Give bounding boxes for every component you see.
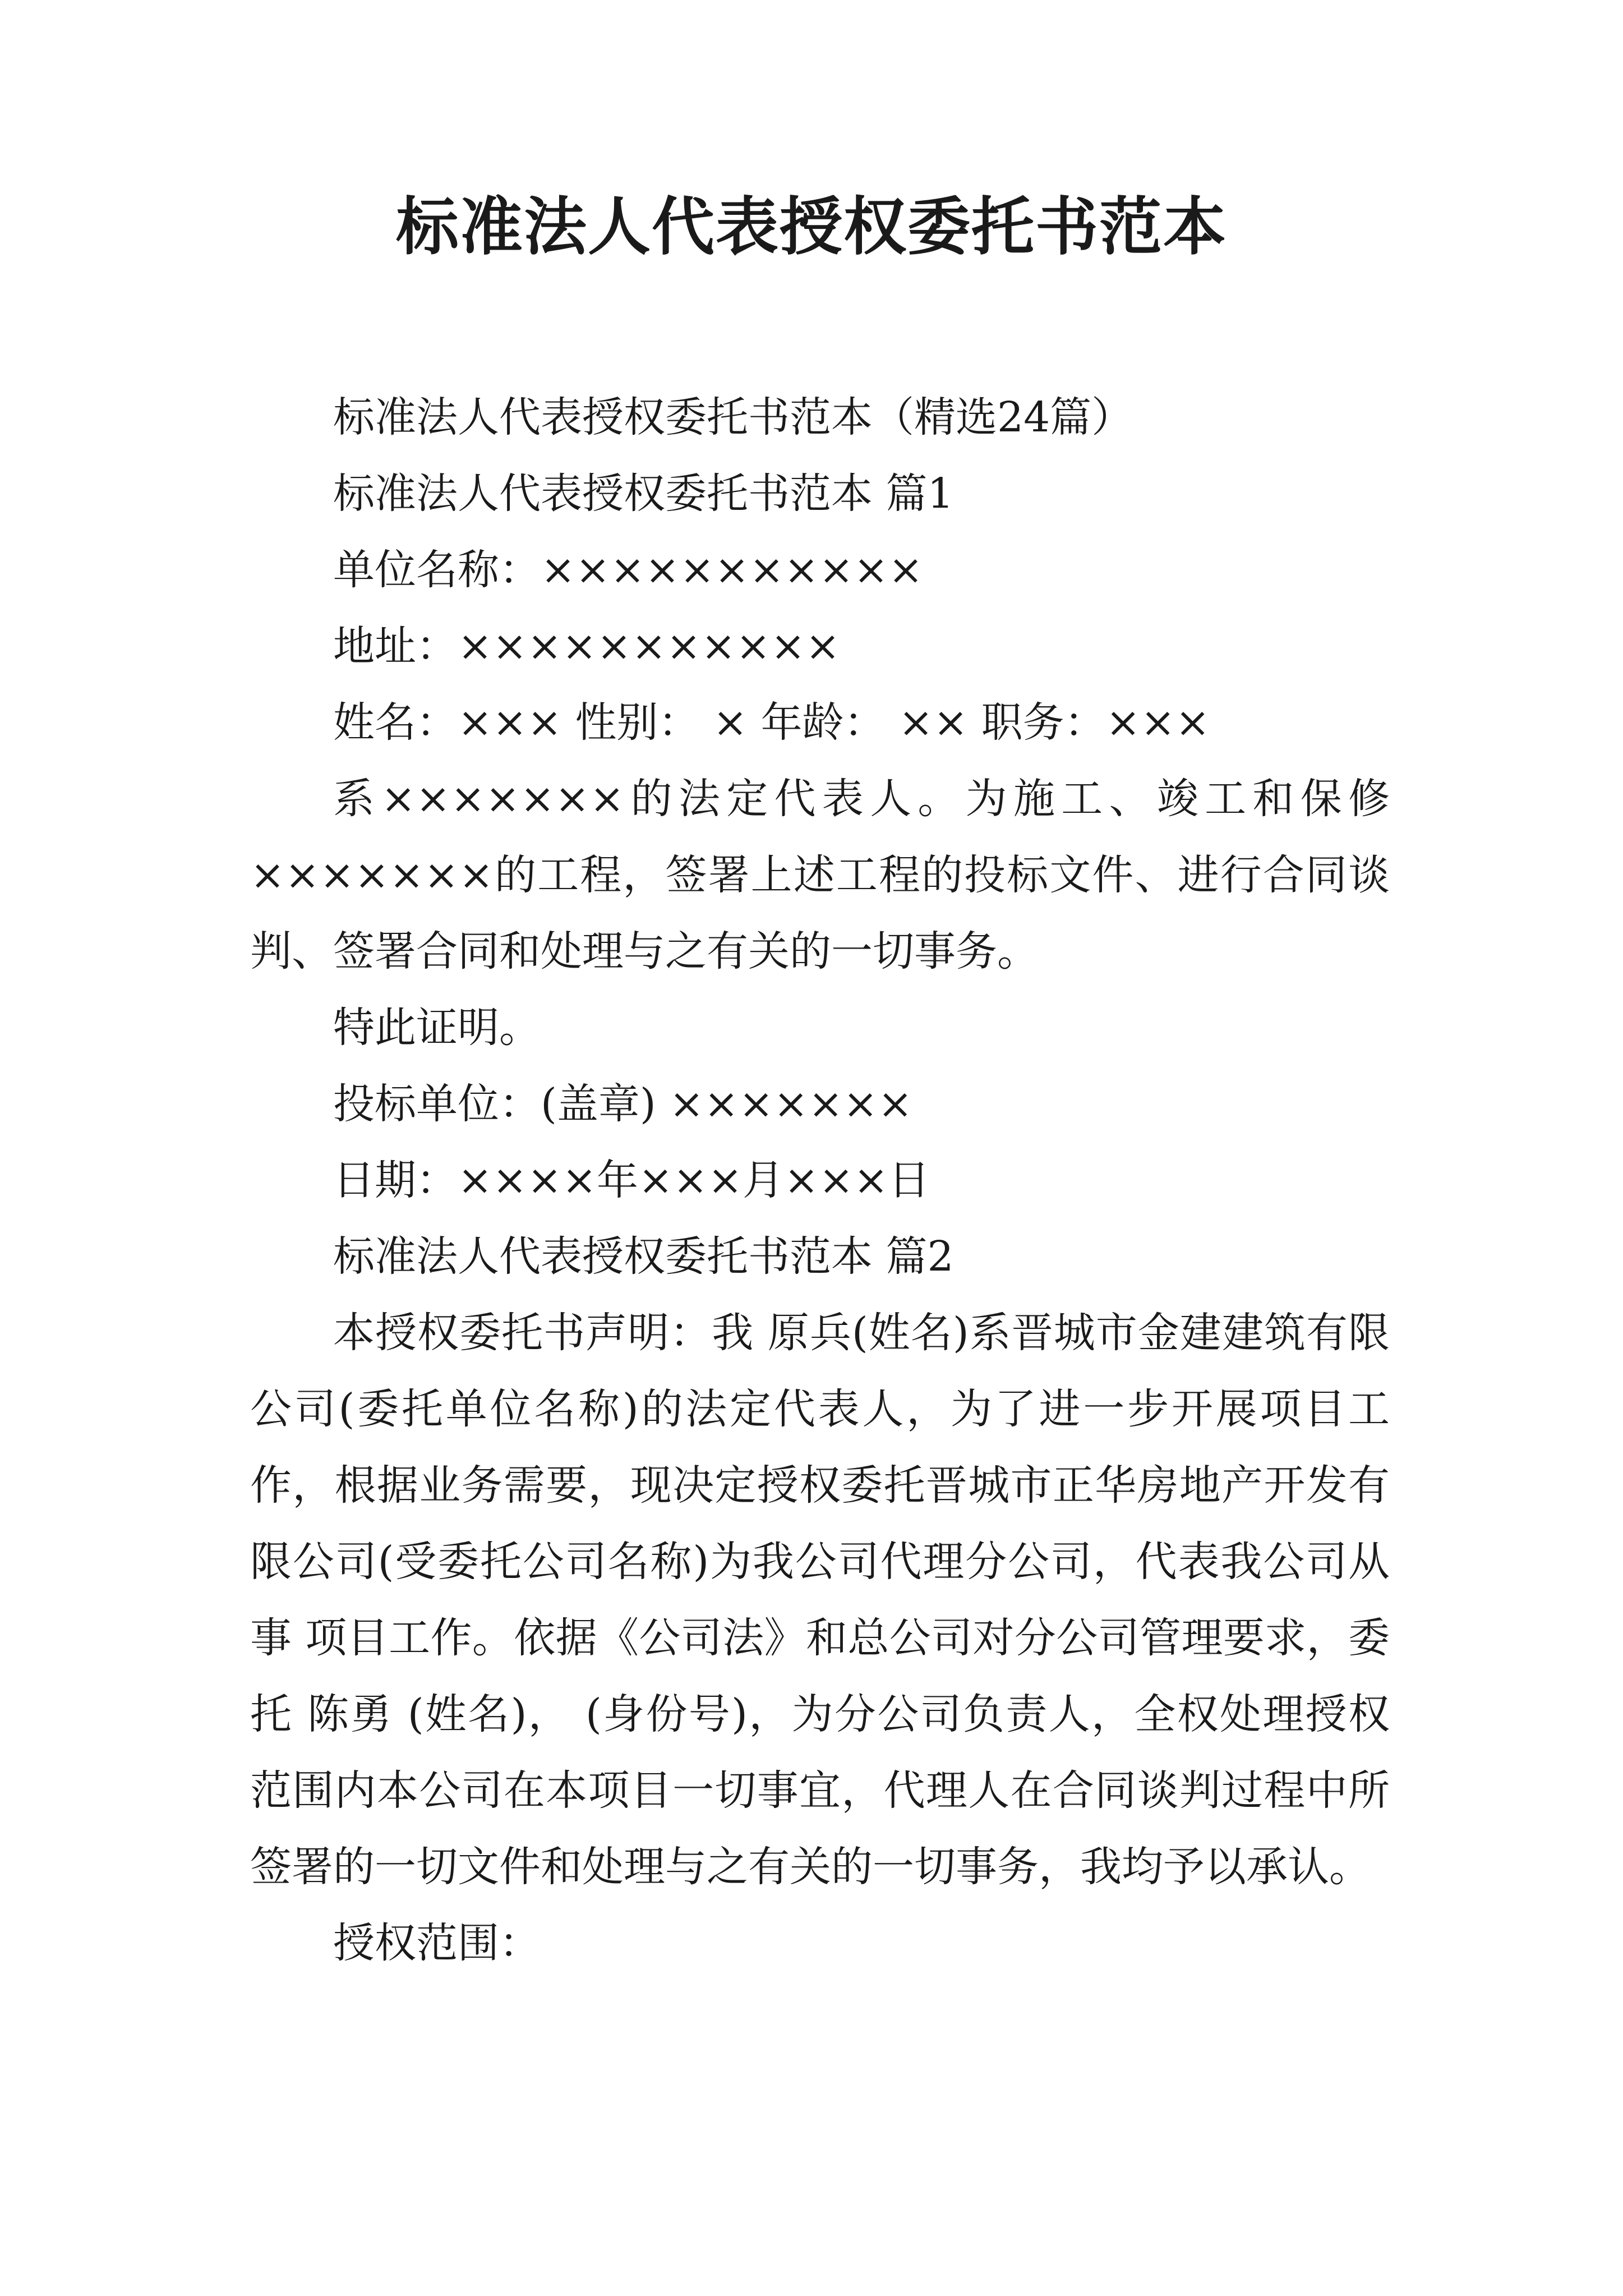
- paragraph-authorization-statement: 本授权委托书声明：我 原兵(姓名)系晋城市金建建筑有限公司(委托单位名称)的法定代表人，为了进一步开展项目工作，根据业务需要，现决定授权委托晋城市正华房地产开发有限公司(受委托公司名称)为我公司代理分公司，代表我公司从事 项目工作。依据《公司法》和总公司对分公司管理要求，委托 陈勇 (姓名)， (身份号)，为分公司负责人，全权处理授权范围内本公司在本项目一切事宜，代理人在合同谈判过程中所签署的一切文件和处理与之有关的一切事务，我均予以承认。: [250, 1309, 1390, 1891]
- paragraph-unit-name: 单位名称：×××××××××××: [333, 546, 924, 594]
- paragraph-legal-representative-statement: 系×××××××的法定代表人。为施工、竣工和保修×××××××的工程，签署上述工程的投标文件、进行合同谈判、签署合同和处理与之有关的一切事务。: [250, 775, 1390, 976]
- document-body: [250, 379, 1390, 1981]
- paragraph-certification: 特此证明。: [333, 1004, 541, 1052]
- paragraph-bidding-unit-seal: 投标单位：(盖章) ×××××××: [333, 1080, 913, 1128]
- paragraph-section-1-heading: 标准法人代表授权委托书范本 篇1: [333, 470, 954, 518]
- paragraph-collection-heading: 标准法人代表授权委托书范本（精选24篇）: [333, 393, 1133, 441]
- paragraph-date: 日期：××××年×××月×××日: [333, 1156, 930, 1204]
- paragraph-authorization-scope: 授权范围：: [333, 1919, 541, 1967]
- document-title: 标准法人代表授权委托书范本: [396, 190, 1227, 264]
- paragraph-address: 地址：×××××××××××: [333, 622, 841, 670]
- paragraph-section-2-heading: 标准法人代表授权委托书范本 篇2: [333, 1232, 954, 1281]
- paragraph-personal-info: 姓名：××× 性别： × 年龄： ×× 职务：×××: [333, 698, 1210, 747]
